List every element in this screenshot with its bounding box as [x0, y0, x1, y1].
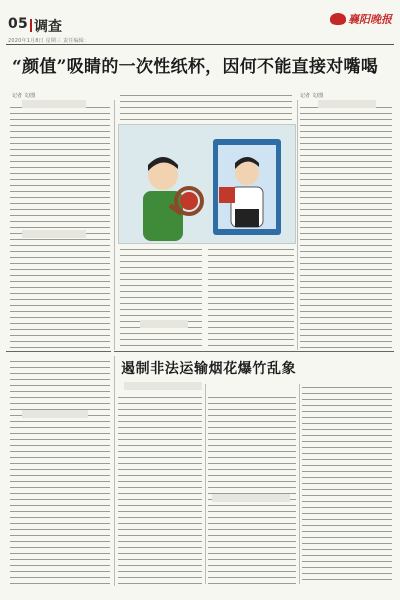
- body-text-intro: [120, 92, 292, 122]
- column-separator: [205, 384, 206, 584]
- body-text-column-4: [300, 104, 392, 348]
- section-rule-left: [6, 351, 111, 352]
- section-title: 调查: [34, 19, 62, 35]
- body-text-column-1: [10, 104, 110, 348]
- section-rule: [114, 351, 394, 352]
- masthead-logo: [330, 11, 392, 27]
- body-text-column-5: [10, 358, 110, 584]
- section-divider: [30, 19, 32, 32]
- body-text-column-6: [118, 394, 202, 584]
- issue-meta: 2020年1月8日 星期三 责任编辑：: [8, 38, 90, 44]
- column-separator: [114, 100, 115, 350]
- brand-name: 襄阳晚报: [348, 13, 392, 26]
- subheading-bar: [22, 410, 88, 418]
- column-separator: [297, 100, 298, 350]
- logo-seal-icon: [330, 13, 346, 25]
- subheading-bar: [22, 100, 86, 108]
- article-byline-right: 记者 文/图: [300, 93, 324, 99]
- subheading-bar: [124, 382, 202, 390]
- header-rule: [6, 44, 394, 45]
- column-separator: [299, 384, 300, 584]
- article-headline: “颜值”吸睛的一次性纸杯，因何不能直接对嘴喝: [12, 57, 379, 77]
- vendor-figure: [219, 153, 275, 233]
- article2-headline: 遏制非法运输烟花爆竹乱象: [121, 361, 297, 377]
- man-with-magnifier-figure: [129, 143, 219, 243]
- body-text-column-3: [208, 246, 294, 348]
- body-text-column-7: [208, 394, 296, 584]
- article-byline: 记者 文/图: [12, 93, 36, 99]
- body-text-column-8: [302, 384, 392, 584]
- subheading-bar: [22, 230, 86, 238]
- body-text-column-2: [120, 246, 202, 348]
- page-number: 05: [8, 16, 28, 32]
- subheading-bar: [140, 320, 188, 328]
- cartoon-illustration: [118, 124, 296, 244]
- column-separator: [114, 356, 115, 586]
- subheading-bar: [318, 100, 376, 108]
- subheading-bar: [212, 494, 290, 502]
